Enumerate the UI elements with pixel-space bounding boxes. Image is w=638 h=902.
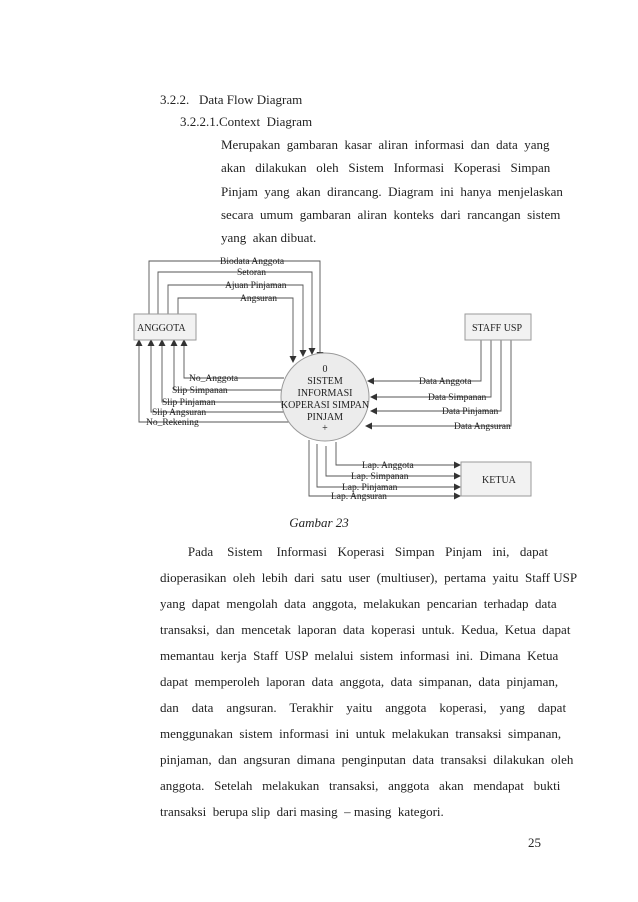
body-line: anggota. Setelah melakukan transaksi, anggota akan mendapat bukti <box>160 778 561 793</box>
process-number: 0 <box>322 364 328 375</box>
process-label-line: SISTEM <box>307 376 343 387</box>
intro-line: akan dilakukan oleh Sistem Informasi Koperasi Simpan <box>221 160 551 176</box>
entity-anggota <box>134 314 196 340</box>
body-line: dioperasikan oleh lebih dari satu user (multiuser), pertama yaitu Staff USP <box>160 570 578 585</box>
flow-label: Lap. Simpanan <box>351 472 409 482</box>
body-paragraph <box>160 539 578 825</box>
body-line: pinjaman, dan angsuran dimana penginputan data transaksi dilakukan oleh <box>160 752 574 767</box>
entity-ketua <box>461 462 531 496</box>
body-line: transaksi, dan mencetak laporan data koperasi untuk. Kedua, Ketua dapat <box>160 622 571 637</box>
flow-label: Data Simpanan <box>428 393 487 403</box>
body-line: dan data angsuran. Terakhir yaitu anggota koperasi, yang dapat <box>160 700 567 715</box>
flow-label: Data Anggota <box>419 377 472 387</box>
flow-label: Setoran <box>237 268 267 278</box>
flow-label: Slip Simpanan <box>172 386 228 396</box>
flow-label: No_Rekening <box>146 418 199 428</box>
flow-label: Lap. Angsuran <box>331 492 387 502</box>
process-label-line: PINJAM <box>306 412 344 423</box>
entity-ketua-label: KETUA <box>482 475 516 486</box>
flow-label: Ajuan Pinjaman <box>225 281 287 291</box>
body-line: transaksi berupa slip dari masing – masing kategori. <box>160 804 444 819</box>
intro-line: Pinjam yang akan dirancang. Diagram ini hanya menjelaskan <box>221 183 563 199</box>
section-heading: 3.2.2. Data Flow Diagram <box>160 92 303 107</box>
body-line: menggunakan sistem informasi ini untuk melakukan transaksi simpanan, <box>160 726 562 741</box>
flow-label: Lap. Pinjaman <box>342 483 398 493</box>
flow-label: Slip Angsuran <box>152 408 207 418</box>
entity-staff-usp-label: STAFF USP <box>472 323 523 334</box>
intro-line: secara umum gambaran aliran konteks dari rancangan sistem <box>221 206 561 222</box>
flow-label: Lap. Anggota <box>362 461 414 471</box>
process-label-line: INFORMASI <box>297 388 353 399</box>
subsection-heading: 3.2.2.1.Context Diagram <box>180 114 313 129</box>
page-number: 25 <box>528 835 541 850</box>
flow-label: Data Angsuran <box>454 422 511 432</box>
intro-line: Merupakan gambaran kasar aliran informasi dan data yang <box>221 137 550 152</box>
body-line: Pada Sistem Informasi Koperasi Simpan Pinjam ini, dapat <box>160 544 548 559</box>
figure-caption: Gambar 23 <box>289 515 349 530</box>
flow-label: Slip Pinjaman <box>162 398 216 408</box>
entity-staff-usp <box>465 314 531 340</box>
body-line: yang dapat mengolah data anggota, melakukan pencarian terhadap data <box>160 596 557 611</box>
process-circle <box>281 353 369 441</box>
body-line: memantau kerja Staff USP melalui sistem informasi ini. Dimana Ketua <box>160 648 559 663</box>
entity-anggota-label: ANGGOTA <box>137 323 186 334</box>
body-line: dapat memperoleh laporan data anggota, data simpanan, data pinjaman, <box>160 674 559 689</box>
flow-label: Angsuran <box>240 294 277 304</box>
intro-line: yang akan dibuat. <box>221 230 317 246</box>
flow-label: No_Anggota <box>189 374 239 384</box>
flow-label: Data Pinjaman <box>442 407 499 417</box>
flow-label: Biodata Anggota <box>220 257 285 267</box>
process-label-line: KOPERASI SIMPAN <box>280 400 370 411</box>
process-plus: + <box>322 423 328 434</box>
